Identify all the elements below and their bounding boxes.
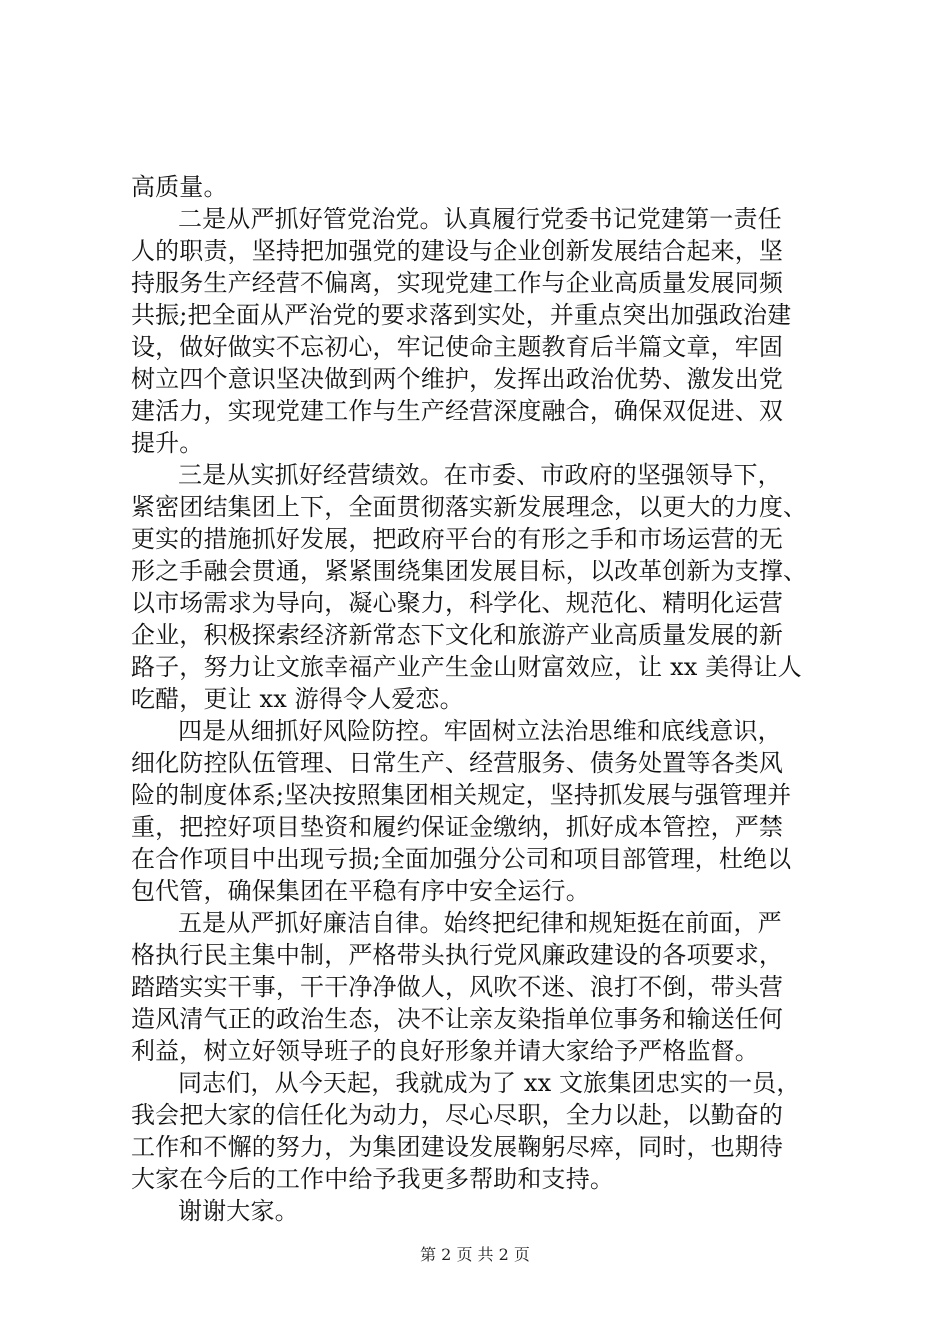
text-line: 重，把控好项目垫资和履约保证金缴纳，抓好成本管控，严禁 <box>131 813 784 841</box>
text-line: 险的制度体系;坚决按照集团相关规定，坚持抓发展与强管理并 <box>131 781 792 809</box>
text-line: 路子，努力让文旅幸福产业产生金山财富效应，让 xx 美得让人 <box>131 653 802 681</box>
text-line: 谢谢大家。 <box>178 1197 299 1225</box>
text-line: 同志们，从今天起，我就成为了 xx 文旅集团忠实的一员， <box>178 1069 801 1097</box>
page-number-footer: 第 2 页 共 2 页 <box>420 1245 530 1264</box>
text-line: 四是从细抓好风险防控。牢固树立法治思维和底线意识， <box>178 717 782 745</box>
text-line: 我会把大家的信任化为动力，尽心尽职，全力以赴，以勤奋的 <box>131 1101 784 1129</box>
text-line: 形之手融会贯通，紧紧围绕集团发展目标，以改革创新为支撑、 <box>131 557 808 585</box>
text-line: 树立四个意识坚决做到两个维护，发挥出政治优势、激发出党 <box>131 365 784 393</box>
text-line: 细化防控队伍管理、日常生产、经营服务、债务处置等各类风 <box>131 749 784 777</box>
text-line: 三是从实抓好经营绩效。在市委、市政府的坚强领导下， <box>178 461 782 489</box>
text-line: 吃醋，更让 xx 游得令人爱恋。 <box>131 685 464 713</box>
text-line: 包代管，确保集团在平稳有序中安全运行。 <box>131 877 590 905</box>
text-line: 以市场需求为导向，凝心聚力，科学化、规范化、精明化运营 <box>131 589 784 617</box>
text-line: 紧密团结集团上下，全面贯彻落实新发展理念，以更大的力度、 <box>131 493 808 521</box>
text-line: 人的职责，坚持把加强党的建设与企业创新发展结合起来，坚 <box>131 237 784 265</box>
text-line: 在合作项目中出现亏损;全面加强分公司和项目部管理，杜绝以 <box>131 845 792 873</box>
text-line: 共振;把全面从严治党的要求落到实处，并重点突出加强政治建 <box>131 301 792 329</box>
text-line: 利益，树立好领导班子的良好形象并请大家给予严格监督。 <box>131 1037 759 1065</box>
text-line: 建活力，实现党建工作与生产经营深度融合，确保双促进、双 <box>131 397 784 425</box>
text-line: 企业，积极探索经济新常态下文化和旅游产业高质量发展的新 <box>131 621 784 649</box>
text-line: 设，做好做实不忘初心，牢记使命主题教育后半篇文章，牢固 <box>131 333 784 361</box>
text-line: 踏踏实实干事，干干净净做人，风吹不迷、浪打不倒，带头营 <box>131 973 784 1001</box>
text-line: 造风清气正的政治生态，决不让亲友染指单位事务和输送任何 <box>131 1005 784 1033</box>
text-line: 工作和不懈的努力，为集团建设发展鞠躬尽瘁，同时，也期待 <box>131 1133 784 1161</box>
text-line: 高质量。 <box>131 173 228 201</box>
text-line: 大家在今后的工作中给予我更多帮助和支持。 <box>131 1165 614 1193</box>
text-line: 更实的措施抓好发展，把政府平台的有形之手和市场运营的无 <box>131 525 784 553</box>
text-line: 格执行民主集中制，严格带头执行党风廉政建设的各项要求， <box>131 941 784 969</box>
text-line: 二是从严抓好管党治党。认真履行党委书记党建第一责任 <box>178 205 782 233</box>
text-line: 持服务生产经营不偏离，实现党建工作与企业高质量发展同频 <box>131 269 784 297</box>
text-line: 五是从严抓好廉洁自律。始终把纪律和规矩挺在前面，严 <box>178 909 782 937</box>
text-line: 提升。 <box>131 429 204 457</box>
